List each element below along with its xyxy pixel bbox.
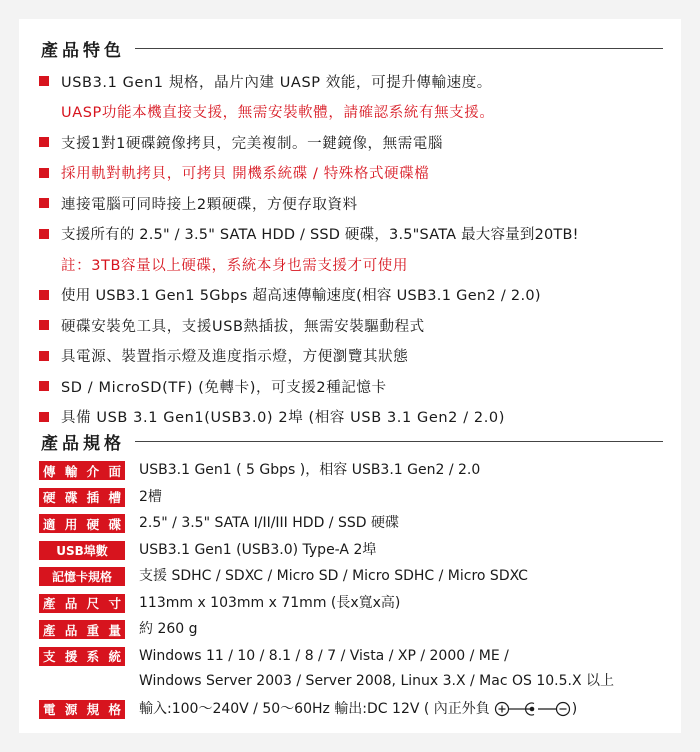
product-sheet: [19, 19, 681, 733]
spec-label-char: 介: [86, 463, 100, 479]
spec-label-char: 規: [86, 702, 100, 717]
feature-item: 支援1對1硬碟鏡像拷貝，完美複制。一鍵鏡像，無需電腦: [39, 127, 669, 158]
power-spec-suffix: ): [571, 700, 578, 717]
spec-label-char: 產: [43, 622, 56, 638]
bullet-square-icon: [39, 168, 49, 178]
feature-note: UASP功能本機直接支援，無需安裝軟體，請確認系統有無支援。: [61, 105, 495, 122]
spec-value: 支援 SDHC / SDXC / Micro SD / Micro SDHC / Micro SDXC: [139, 568, 528, 584]
spec-row: [39, 485, 669, 512]
spec-label-char: 重: [86, 622, 100, 638]
bullet-square-icon: [39, 320, 49, 330]
spec-row: [39, 538, 669, 565]
spec-label-char: 碟: [108, 516, 121, 532]
spec-value: USB3.1 Gen1 (USB3.0) Type-A 2埠: [139, 541, 377, 558]
spec-label-char: 量: [108, 622, 121, 638]
spec-label-char: 輸: [64, 463, 78, 479]
feature-item: USB3.1 Gen1 規格，晶片內建 UASP 效能，可提升傳輸速度。: [39, 66, 669, 97]
spec-label-char: 尺: [86, 596, 100, 611]
spec-label-char: 統: [108, 649, 121, 664]
spec-label-char: 產: [43, 596, 56, 611]
spec-label-char: 品: [64, 596, 78, 611]
spec-value: [125, 697, 577, 722]
spec-value-line: Windows Server 2003 / Server 2008, Linux 3.X / Mac OS 10.5.X 以上: [139, 672, 615, 689]
spec-label: [39, 488, 125, 507]
spec-label: [39, 461, 125, 480]
spec-label: [39, 647, 125, 666]
spec-label: [39, 594, 125, 613]
spec-label-char: 硬: [43, 490, 56, 505]
feature-item: 具備 USB 3.1 Gen1(USB3.0) 2埠 (相容 USB 3.1 Gen2 / 2.0): [39, 402, 669, 433]
spec-label-char: 面: [108, 463, 121, 479]
bullet-square-icon: [39, 76, 49, 86]
spec-label-char: 格: [108, 702, 121, 717]
feature-item: 採用軌對軌拷貝，可拷貝 開機系統碟 / 特殊格式硬碟檔: [39, 158, 669, 189]
feature-list: [39, 66, 669, 432]
spec-label-char: 插: [86, 490, 100, 505]
spec-value: 2.5" / 3.5" SATA I/II/III HDD / SSD 硬碟: [139, 515, 399, 531]
spec-label-char: 系: [86, 649, 100, 664]
spec-label-char: 適: [43, 516, 56, 532]
features-rule: [135, 48, 663, 49]
bullet-square-icon: [39, 290, 49, 300]
feature-item: 支援所有的 2.5" / 3.5" SATA HDD / SSD 硬碟，3.5"SATA 最大容量到20TB!: [39, 219, 669, 250]
center-positive-polarity-icon: [494, 701, 572, 717]
spec-value: [125, 644, 614, 694]
spec-label: 記憶卡規格: [39, 567, 125, 586]
spec-row: [39, 458, 669, 485]
spec-label: [39, 700, 125, 719]
spec-label: [39, 514, 125, 533]
feature-item: 硬碟安裝免工具，支援USB熱插拔，無需安裝驅動程式: [39, 310, 669, 341]
spec-label-char: 用: [64, 516, 78, 532]
spec-label: USB埠數: [39, 541, 125, 560]
spec-value: 約 260 g: [139, 621, 198, 637]
spec-label-char: 電: [43, 702, 56, 717]
spec-label-char: 碟: [64, 490, 78, 505]
spec-label-char: 傳: [43, 463, 56, 479]
spec-value: 113mm x 103mm x 71mm (長x寬x高): [139, 594, 401, 611]
spec-value: 2槽: [139, 488, 162, 505]
spec-label-char: 援: [64, 649, 78, 664]
feature-item: 具電源、裝置指示燈及進度指示燈，方便瀏覽其狀態: [39, 341, 669, 372]
spec-row: [39, 617, 669, 644]
spec-row: [39, 564, 669, 591]
bullet-square-icon: [39, 412, 49, 422]
spec-label: [39, 620, 125, 639]
features-title: 產品特色: [41, 40, 125, 61]
feature-item: 連接電腦可同時接上2顆硬碟，方便存取資料: [39, 188, 669, 219]
spec-label-char: 寸: [108, 596, 121, 611]
spec-value: USB3.1 Gen1 ( 5 Gbps )，相容 USB3.1 Gen2 / 2.0: [139, 462, 481, 478]
spec-label-char: 硬: [86, 516, 100, 532]
spec-value-line: Windows 11 / 10 / 8.1 / 8 / 7 / Vista / XP / 2000 / ME /: [139, 647, 509, 664]
bullet-square-icon: [39, 381, 49, 391]
bullet-square-icon: [39, 198, 49, 208]
bullet-square-icon: [39, 351, 49, 361]
spec-row: [39, 511, 669, 538]
spec-label-char: 品: [64, 622, 78, 638]
features-header: [41, 35, 663, 61]
bullet-square-icon: [39, 229, 49, 239]
specs-header: [41, 428, 663, 454]
specs-rule: [135, 441, 663, 442]
spec-label-char: 支: [43, 649, 56, 664]
spec-row: [39, 644, 669, 697]
power-spec-text: 輸入:100～240V / 50～60Hz 輸出:DC 12V ( 內正外負: [139, 700, 490, 717]
feature-item: SD / MicroSD(TF) (免轉卡)，可支援2種記憶卡: [39, 371, 669, 402]
spec-label-char: 槽: [108, 490, 121, 505]
feature-note: 註：3TB容量以上硬碟，系統本身也需支援才可使用: [61, 257, 408, 274]
spec-row: [39, 697, 669, 724]
spec-row: [39, 591, 669, 618]
spec-label-char: 源: [64, 702, 78, 717]
feature-item: 使用 USB3.1 Gen1 5Gbps 超高速傳輸速度(相容 USB3.1 Gen2 / 2.0): [39, 280, 669, 311]
specs-title: 產品規格: [41, 433, 125, 454]
spec-table: [39, 458, 669, 723]
bullet-square-icon: [39, 137, 49, 147]
